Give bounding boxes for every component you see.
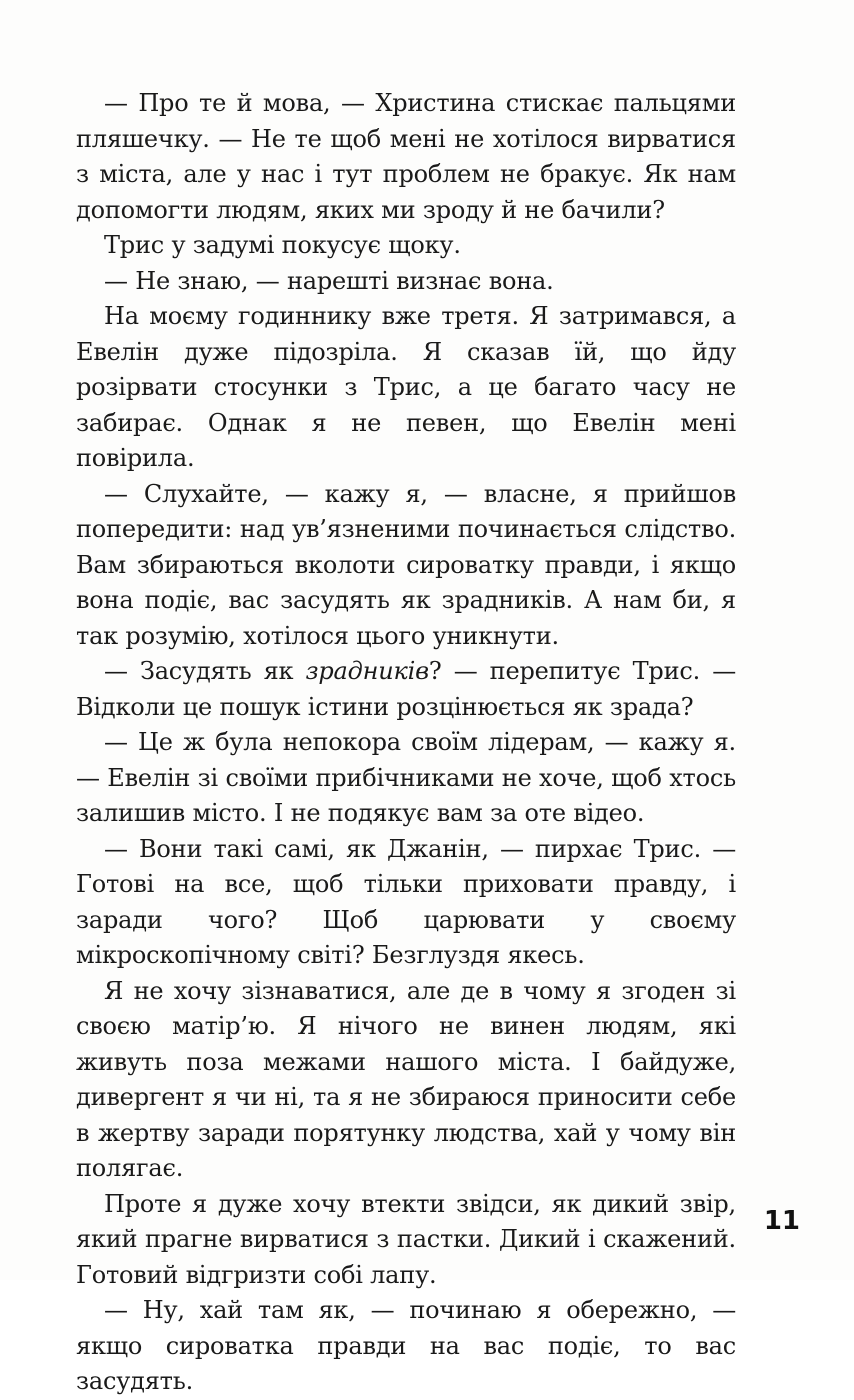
paragraph: — Вони такі самі, як Джанін, — пирхає Трис. — Готові на все, щоб тільки приховати правду, і заради чого? Щоб царювати у своєму мікроскопічному світі? Безглуздя якесь. xyxy=(76,834,736,969)
paragraph-text: ? — перепитує Трис. — Відколи це пошук істини розцінюється як зрада? xyxy=(76,657,736,721)
paragraph: — Слухайте, — кажу я, — власне, я прийшов попередити: над ув’язненими починається слідство. Вам збираються вколоти сироватку правди, і якщо вона подіє, вас засудять як зрадників. А нам би, я так розумію, хотілося цього уникнути. xyxy=(76,479,736,650)
paragraph-text: — Засудять як xyxy=(104,657,306,685)
paragraph: Проте я дуже хочу втекти звідси, як дикий звір, який прагне вирватися з пастки. Дикий і скажений. Готовий відгризти собі лапу. xyxy=(76,1189,736,1289)
paragraph: Я не хочу зізнаватися, але де в чому я згоден зі своєю матір’ю. Я нічого не винен людям, які живуть поза межами нашого міста. І байдуже, дивергент я чи ні, та я не збираюся приносити себе в жертву заради порятунку людства, хай у чому він полягає. xyxy=(76,976,736,1182)
paragraph: — Ну, хай там як, — починаю я обережно, — якщо сироватка правди на вас подіє, то вас засудять. xyxy=(76,1296,736,1395)
emphasized-word: зрадників xyxy=(305,657,429,685)
paragraph: — Це ж була непокора своїм лідерам, — кажу я. — Евелін зі своїми прибічниками не хоче, щоб хтось залишив місто. І не подякує вам за оте відео. xyxy=(76,728,736,827)
paragraph-with-emphasis xyxy=(76,654,736,725)
body-text xyxy=(76,86,736,1400)
page-number: 11 xyxy=(763,1206,800,1236)
paragraph: — Про те й мова, — Христина стискає пальцями пляшечку. — Не те щоб мені не хотілося вирватися з міста, але у нас і тут проблем не бракує. Як нам допомогти людям, яких ми зроду й не бачили? xyxy=(76,89,736,224)
paragraph: — Не знаю, — нарешті визнає вона. xyxy=(104,266,554,295)
paragraph: Трис у задумі покусує щоку. xyxy=(104,231,461,259)
paragraph: На моєму годиннику вже третя. Я затримався, а Евелін дуже підозріла. Я сказав їй, що йду розірвати стосунки з Трис, а це багато часу не забирає. Однак я не певен, що Евелін мені повірила. xyxy=(76,302,736,472)
